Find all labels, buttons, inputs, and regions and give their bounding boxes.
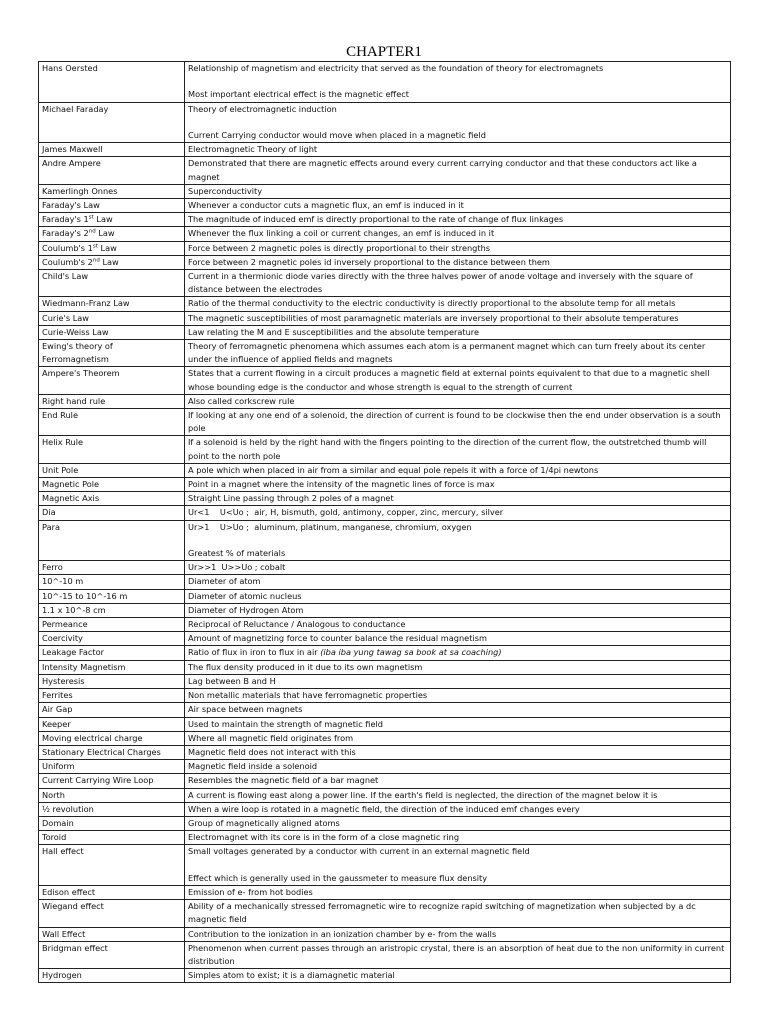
table-row xyxy=(39,199,731,213)
definition-cell xyxy=(185,689,731,703)
table-row xyxy=(39,900,731,927)
definition-cell xyxy=(185,717,731,731)
table-row xyxy=(39,143,731,157)
definition-text-secondary: Most important electrical effect is the magnetic effect xyxy=(188,89,409,100)
definition-cell xyxy=(185,184,731,198)
term-cell: Coercivity xyxy=(39,632,185,646)
term-cell: Ampere's Theorem xyxy=(39,367,185,394)
definition-cell xyxy=(185,561,731,575)
table-row xyxy=(39,603,731,617)
definition-text: Law relating the M and E susceptibilities and the absolute temperature xyxy=(188,326,480,337)
definition-cell xyxy=(185,674,731,688)
definition-cell xyxy=(185,227,731,241)
definition-cell xyxy=(185,213,731,227)
table-row xyxy=(39,213,731,227)
term-cell: Faraday's Law xyxy=(39,199,185,213)
term-cell: Child's Law xyxy=(39,270,185,297)
chapter-title: CHAPTER1 xyxy=(346,44,422,60)
table-row xyxy=(39,436,731,463)
definition-text: Reciprocal of Reluctance / Analogous to conductance xyxy=(188,619,406,630)
definition-cell xyxy=(185,394,731,408)
term-cell: Para xyxy=(39,520,185,561)
table-row xyxy=(39,325,731,339)
definition-cell xyxy=(185,660,731,674)
term-cell: Leakage Factor xyxy=(39,646,185,660)
table-row xyxy=(39,831,731,845)
definition-text: Used to maintain the strength of magnetic field xyxy=(188,718,383,729)
definition-text: The magnetic susceptibilities of most paramagnetic materials are inversely proportional to their absolute temperatures xyxy=(188,312,679,323)
definition-cell xyxy=(185,297,731,311)
definition-cell xyxy=(185,941,731,968)
definition-text: If a solenoid is held by the right hand with the fingers pointing to the direction of the current flow, the outstretched thumb will point to the north pole xyxy=(188,437,709,461)
definition-text-secondary: Greatest % of materials xyxy=(188,548,286,559)
definition-text: A current is flowing east along a power line. If the earth's field is neglected, the direction of the magnet below it is xyxy=(188,789,658,800)
definition-text: Small voltages generated by a conductor with current in an external magnetic field xyxy=(188,846,530,857)
definition-cell xyxy=(185,900,731,927)
definition-cell xyxy=(185,102,731,143)
definition-text: Also called corkscrew rule xyxy=(188,395,295,406)
term-cell: Air Gap xyxy=(39,703,185,717)
definition-text: Point in a magnet where the intensity of the magnetic lines of force is max xyxy=(188,479,495,490)
definition-cell xyxy=(185,463,731,477)
definition-note: (iba iba yung tawag sa book at sa coaching) xyxy=(320,647,502,658)
definition-text: Force between 2 magnetic poles id inversely proportional to the distance between them xyxy=(188,256,550,267)
definition-text: Simples atom to exist; it is a diamagnetic material xyxy=(188,970,395,981)
term-cell: Coulumb's 1st Law xyxy=(39,241,185,255)
term-cell: Hydrogen xyxy=(39,969,185,983)
definition-text: When a wire loop is rotated in a magnetic field, the direction of the induced emf changes every xyxy=(188,803,580,814)
definition-cell xyxy=(185,241,731,255)
table-row xyxy=(39,463,731,477)
definition-text: Force between 2 magnetic poles is directly proportional to their strengths xyxy=(188,242,491,253)
term-cell: Intensity Magnetism xyxy=(39,660,185,674)
term-cell: 10^-15 to 10^-16 m xyxy=(39,589,185,603)
table-row xyxy=(39,520,731,561)
definition-text: States that a current flowing in a circuit produces a magnetic field at external points equivalent to that due to a magnetic shell whose bounding edge is the conductor and whose strength is equal to the strength of current xyxy=(188,368,713,392)
definition-cell xyxy=(185,255,731,269)
definition-cell xyxy=(185,270,731,297)
table-row xyxy=(39,802,731,816)
definition-cell xyxy=(185,492,731,506)
definition-text: Diameter of atom xyxy=(188,576,261,587)
term-cell: Ferro xyxy=(39,561,185,575)
table-row xyxy=(39,62,731,103)
term-cell: Andre Ampere xyxy=(39,157,185,184)
definition-text: Ur<1 U<Uo ; air, H, bismuth, gold, antimony, copper, zinc, mercury, silver xyxy=(188,507,504,518)
table-row xyxy=(39,941,731,968)
definition-cell xyxy=(185,367,731,394)
table-row xyxy=(39,774,731,788)
term-cell: Hans Oersted xyxy=(39,62,185,103)
definition-text: Magnetic field inside a solenoid xyxy=(188,761,318,772)
table-row xyxy=(39,717,731,731)
definition-cell xyxy=(185,143,731,157)
definition-text: Lag between B and H xyxy=(188,675,276,686)
term-cell: Stationary Electrical Charges xyxy=(39,745,185,759)
table-row xyxy=(39,618,731,632)
definition-cell xyxy=(185,774,731,788)
table-row xyxy=(39,731,731,745)
term-cell: North xyxy=(39,788,185,802)
definition-text: Non metallic materials that have ferromagnetic properties xyxy=(188,690,428,701)
table-row xyxy=(39,927,731,941)
term-cell: Permeance xyxy=(39,618,185,632)
definition-text: Ur>>1 U>>Uo ; cobalt xyxy=(188,562,286,573)
term-cell: Right hand rule xyxy=(39,394,185,408)
definition-text: Current in a thermionic diode varies directly with the three halves power of anode voltage and inversely with the square of distance between the electrodes xyxy=(188,271,696,295)
term-cell: End Rule xyxy=(39,409,185,436)
definition-text: Electromagnetic Theory of light xyxy=(188,144,318,155)
definition-cell xyxy=(185,157,731,184)
term-cell: James Maxwell xyxy=(39,143,185,157)
definition-text: Theory of ferromagnetic phenomena which assumes each atom is a permanent magnet which can turn freely about its center under the influence of applied fields and magnets xyxy=(188,341,708,365)
definition-text: Where all magnetic field originates from xyxy=(188,732,354,743)
table-row xyxy=(39,760,731,774)
term-cell: Wall Effect xyxy=(39,927,185,941)
definition-text: Emission of e- from hot bodies xyxy=(188,886,313,897)
term-cell: Hysteresis xyxy=(39,674,185,688)
table-row xyxy=(39,674,731,688)
table-row xyxy=(39,311,731,325)
definition-cell xyxy=(185,885,731,899)
definition-cell xyxy=(185,845,731,886)
term-cell: Curie's Law xyxy=(39,311,185,325)
term-cell: Current Carrying Wire Loop xyxy=(39,774,185,788)
definition-text: Group of magnetically aligned atoms xyxy=(188,817,340,828)
term-cell: Ewing's theory of Ferromagnetism xyxy=(39,340,185,367)
table-row xyxy=(39,492,731,506)
table-row xyxy=(39,157,731,184)
term-cell: Ferrites xyxy=(39,689,185,703)
definition-cell xyxy=(185,603,731,617)
definition-text: If looking at any one end of a solenoid, the direction of current is found to be clockwise then the end under observation is a south pole xyxy=(188,410,724,434)
table-row xyxy=(39,270,731,297)
definition-cell xyxy=(185,745,731,759)
table-row xyxy=(39,969,731,983)
table-row xyxy=(39,506,731,520)
term-cell: Faraday's 2nd Law xyxy=(39,227,185,241)
definition-cell xyxy=(185,760,731,774)
definitions-table xyxy=(38,61,731,983)
term-cell: Kamerlingh Onnes xyxy=(39,184,185,198)
definition-cell xyxy=(185,478,731,492)
table-row xyxy=(39,589,731,603)
definition-cell xyxy=(185,831,731,845)
definition-text: A pole which when placed in air from a similar and equal pole repels it with a force of 1/4pi newtons xyxy=(188,464,599,475)
document-page xyxy=(38,44,730,983)
term-cell: Keeper xyxy=(39,717,185,731)
definition-text: Phenomenon when current passes through an aristropic crystal, there is an absorption of heat due to the non uniformity in current distribution xyxy=(188,942,727,966)
term-cell: Uniform xyxy=(39,760,185,774)
term-cell: Michael Faraday xyxy=(39,102,185,143)
table-row xyxy=(39,561,731,575)
definition-text: Demonstrated that there are magnetic effects around every current carrying conductor and that these conductors act like a magnet xyxy=(188,158,700,182)
term-cell: Wiedmann-Franz Law xyxy=(39,297,185,311)
definition-cell xyxy=(185,506,731,520)
definition-text: Amount of magnetizing force to counter balance the residual magnetism xyxy=(188,633,487,644)
term-cell: 10^-10 m xyxy=(39,575,185,589)
definition-text: The magnitude of induced emf is directly proportional to the rate of change of flux linkages xyxy=(188,214,564,225)
definition-text: Ratio of flux in iron to flux in air xyxy=(188,647,321,658)
table-row xyxy=(39,816,731,830)
table-row xyxy=(39,689,731,703)
definition-cell xyxy=(185,969,731,983)
term-cell: Hall effect xyxy=(39,845,185,886)
table-row xyxy=(39,660,731,674)
table-row xyxy=(39,646,731,660)
definition-text: Whenever the flux linking a coil or current changes, an emf is induced in it xyxy=(188,228,495,239)
definition-text: Contribution to the ionization in an ionization chamber by e- from the walls xyxy=(188,928,497,939)
definition-cell xyxy=(185,62,731,103)
definition-cell xyxy=(185,325,731,339)
table-row xyxy=(39,575,731,589)
definition-cell xyxy=(185,589,731,603)
definition-cell xyxy=(185,788,731,802)
definition-cell xyxy=(185,409,731,436)
table-row xyxy=(39,394,731,408)
term-cell: Coulumb's 2nd Law xyxy=(39,255,185,269)
definition-cell xyxy=(185,199,731,213)
definition-text-secondary: Effect which is generally used in the gaussmeter to measure flux density xyxy=(188,872,488,883)
term-cell: Domain xyxy=(39,816,185,830)
definition-text: Theory of electromagnetic induction xyxy=(188,103,337,114)
term-cell: Bridgman effect xyxy=(39,941,185,968)
table-row xyxy=(39,184,731,198)
table-row xyxy=(39,255,731,269)
definition-text: Electromagnet with its core is in the form of a close magnetic ring xyxy=(188,832,460,843)
table-row xyxy=(39,241,731,255)
table-row xyxy=(39,478,731,492)
definition-cell xyxy=(185,618,731,632)
definition-cell xyxy=(185,436,731,463)
table-row xyxy=(39,703,731,717)
term-cell: Magnetic Pole xyxy=(39,478,185,492)
definition-text: Ur>1 U>Uo ; aluminum, platinum, manganese, chromium, oxygen xyxy=(188,521,472,532)
table-row xyxy=(39,632,731,646)
definition-cell xyxy=(185,646,731,660)
table-row xyxy=(39,409,731,436)
term-cell: Helix Rule xyxy=(39,436,185,463)
definition-cell xyxy=(185,340,731,367)
term-cell: Unit Pole xyxy=(39,463,185,477)
definition-text: Diameter of Hydrogen Atom xyxy=(188,604,304,615)
definition-cell xyxy=(185,311,731,325)
table-row xyxy=(39,745,731,759)
definition-cell xyxy=(185,731,731,745)
definition-text: The flux density produced in it due to its own magnetism xyxy=(188,661,423,672)
term-cell: Dia xyxy=(39,506,185,520)
definition-text-secondary: Current Carrying conductor would move when placed in a magnetic field xyxy=(188,129,486,140)
table-row xyxy=(39,102,731,143)
term-cell: Toroid xyxy=(39,831,185,845)
definition-cell xyxy=(185,703,731,717)
term-cell: Faraday's 1st Law xyxy=(39,213,185,227)
definition-cell xyxy=(185,575,731,589)
definition-cell xyxy=(185,520,731,561)
definition-text: Ability of a mechanically stressed ferromagnetic wire to recognize rapid switching of magnetization when subjected by a dc magnetic field xyxy=(188,901,699,925)
definition-text: Superconductivity xyxy=(188,185,263,196)
term-cell: Magnetic Axis xyxy=(39,492,185,506)
table-row xyxy=(39,788,731,802)
definition-text: Air space between magnets xyxy=(188,704,303,715)
definition-cell xyxy=(185,816,731,830)
table-row xyxy=(39,367,731,394)
definition-text: Relationship of magnetism and electricity that served as the foundation of theory for electromagnets xyxy=(188,63,604,73)
definition-cell xyxy=(185,802,731,816)
table-row xyxy=(39,227,731,241)
term-cell: Wiegand effect xyxy=(39,900,185,927)
table-row xyxy=(39,845,731,886)
definition-text: Magnetic field does not interact with this xyxy=(188,746,356,757)
term-cell: Moving electrical charge xyxy=(39,731,185,745)
term-cell: Curie-Weiss Law xyxy=(39,325,185,339)
definition-text: Straight Line passing through 2 poles of a magnet xyxy=(188,493,394,504)
definition-text: Ratio of the thermal conductivity to the electric conductivity is directly proportional to the absolute temp for all metals xyxy=(188,298,676,309)
definition-text: Resembles the magnetic field of a bar magnet xyxy=(188,775,379,786)
term-cell: Edison effect xyxy=(39,885,185,899)
definition-text: Diameter of atomic nucleus xyxy=(188,590,302,601)
definition-cell xyxy=(185,632,731,646)
definition-text: Whenever a conductor cuts a magnetic flux, an emf is induced in it xyxy=(188,200,464,210)
table-row xyxy=(39,297,731,311)
term-cell: 1.1 x 10^-8 cm xyxy=(39,603,185,617)
table-row xyxy=(39,885,731,899)
definition-cell xyxy=(185,927,731,941)
table-row xyxy=(39,340,731,367)
term-cell: ½ revolution xyxy=(39,802,185,816)
